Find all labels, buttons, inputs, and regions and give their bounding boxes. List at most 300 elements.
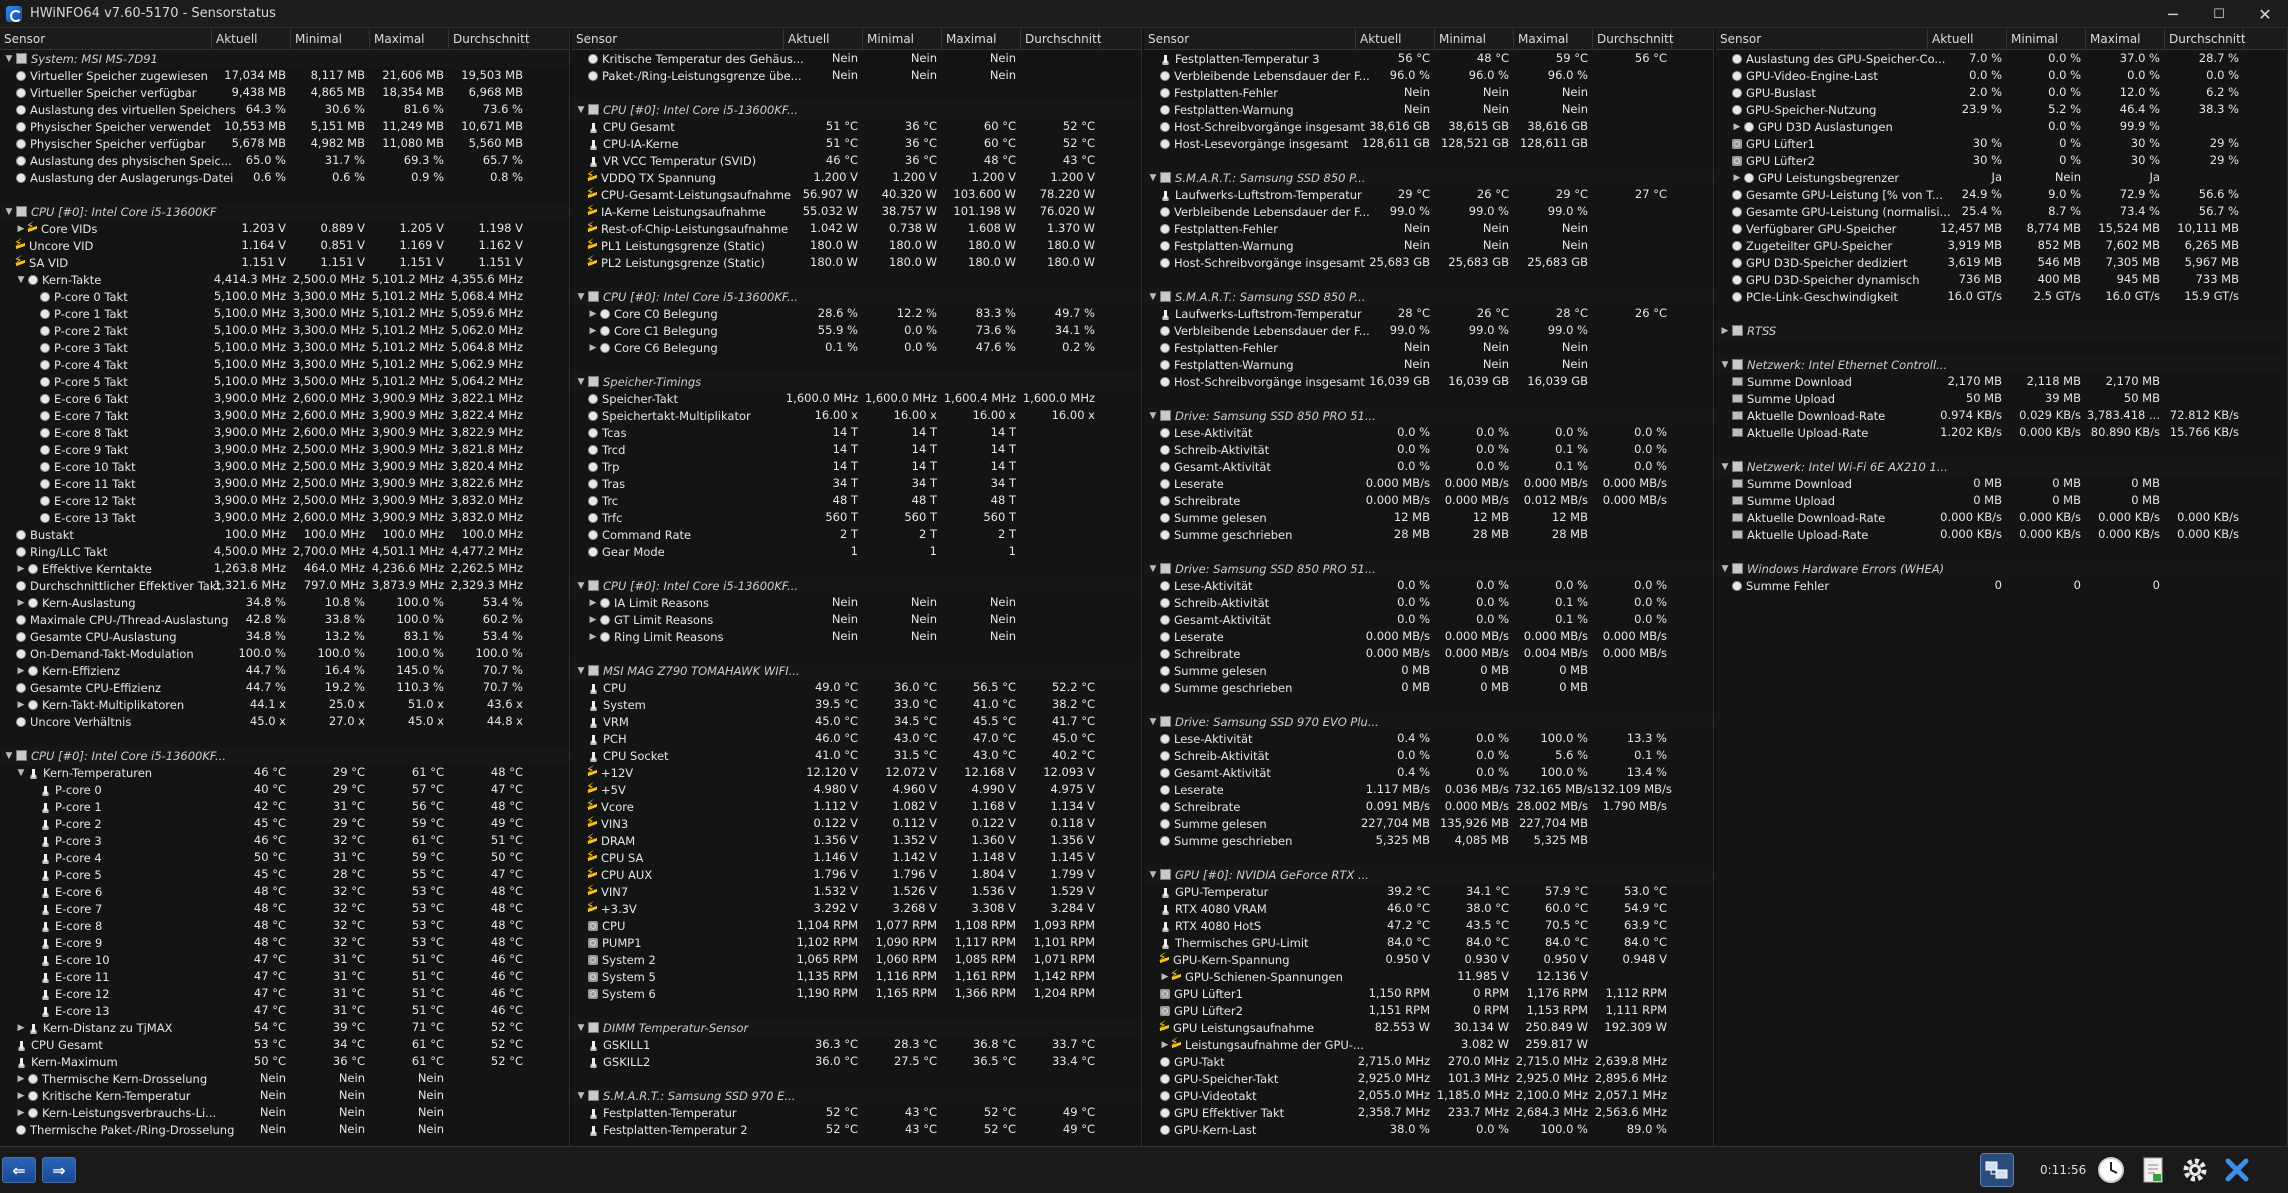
sensor-row[interactable] xyxy=(0,611,569,628)
sensor-row[interactable] xyxy=(1716,84,2287,101)
sensor-row[interactable] xyxy=(0,781,569,798)
sensor-row[interactable] xyxy=(0,101,569,118)
sensor-row[interactable] xyxy=(0,917,569,934)
expand-arrow-icon[interactable]: ▶ xyxy=(17,665,25,676)
sensor-row[interactable] xyxy=(1144,356,1713,373)
sensor-row[interactable] xyxy=(1144,798,1713,815)
sensor-row[interactable] xyxy=(572,118,1141,135)
sensor-row[interactable] xyxy=(572,713,1141,730)
sensor-row[interactable] xyxy=(0,577,569,594)
sensor-row[interactable] xyxy=(572,220,1141,237)
collapse-arrow-icon[interactable]: ▼ xyxy=(5,206,13,217)
collapse-arrow-icon[interactable]: ▼ xyxy=(577,665,585,676)
sensor-group-header[interactable] xyxy=(572,288,1141,305)
sensor-row[interactable] xyxy=(572,730,1141,747)
sensor-row[interactable] xyxy=(0,339,569,356)
sensor-group-header[interactable] xyxy=(1144,169,1713,186)
sensor-row[interactable] xyxy=(1144,900,1713,917)
sensor-row[interactable] xyxy=(1716,67,2287,84)
sensor-name-cell xyxy=(1716,458,1948,475)
sensor-row[interactable] xyxy=(0,849,569,866)
sensor-row[interactable] xyxy=(1144,781,1713,798)
sensor-row[interactable] xyxy=(1144,1087,1713,1104)
sensor-row[interactable] xyxy=(572,747,1141,764)
current-column-header[interactable]: Aktuell xyxy=(1928,28,2007,49)
sensor-group-header[interactable] xyxy=(1716,356,2287,373)
min-value: Nein xyxy=(1482,221,1509,235)
sensor-row[interactable] xyxy=(572,968,1141,985)
sensor-row[interactable] xyxy=(1716,526,2287,543)
min-value: 29 °C xyxy=(332,765,365,779)
sensor-row[interactable] xyxy=(0,900,569,917)
sensor-row[interactable] xyxy=(1716,373,2287,390)
sensor-group-header[interactable] xyxy=(1716,458,2287,475)
expand-arrow-icon[interactable]: ▶ xyxy=(589,631,597,642)
sensor-row[interactable] xyxy=(1144,509,1713,526)
sensor-row[interactable] xyxy=(0,883,569,900)
sensor-column-header[interactable]: Sensor xyxy=(1716,28,1928,49)
sensor-row[interactable] xyxy=(572,917,1141,934)
collapse-arrow-icon[interactable]: ▼ xyxy=(577,104,585,115)
sensor-row[interactable] xyxy=(0,526,569,543)
sensor-group-header[interactable] xyxy=(572,662,1141,679)
collapse-arrow-icon[interactable]: ▼ xyxy=(1721,563,1729,574)
expand-arrow-icon[interactable]: ▶ xyxy=(1733,121,1741,132)
sensor-row[interactable] xyxy=(572,424,1141,441)
sensor-row[interactable] xyxy=(0,135,569,152)
sensor-column-header[interactable]: Sensor xyxy=(1144,28,1356,49)
sensor-row[interactable] xyxy=(1144,458,1713,475)
expand-arrow-icon[interactable]: ▶ xyxy=(17,1107,25,1118)
min-column-header[interactable]: Minimal xyxy=(863,28,942,49)
sensor-row[interactable] xyxy=(1144,917,1713,934)
sensor-row[interactable] xyxy=(572,186,1141,203)
sensor-row[interactable] xyxy=(1144,815,1713,832)
sensor-row[interactable] xyxy=(0,985,569,1002)
sensor-row[interactable] xyxy=(1144,662,1713,679)
collapse-arrow-icon[interactable]: ▼ xyxy=(1149,869,1157,880)
collapse-arrow-icon[interactable]: ▼ xyxy=(1149,172,1157,183)
sensor-row[interactable] xyxy=(1144,1070,1713,1087)
current-value: 3,919 MB xyxy=(1947,238,2002,252)
sensor-label: Schreibrate xyxy=(1174,799,1241,814)
sensor-row[interactable] xyxy=(572,628,1141,645)
sensor-row[interactable] xyxy=(0,662,569,679)
sensor-row[interactable] xyxy=(0,458,569,475)
expand-arrow-icon[interactable]: ▶ xyxy=(589,325,597,336)
sensor-row[interactable] xyxy=(1144,322,1713,339)
sensor-row[interactable] xyxy=(0,764,569,781)
sensor-row[interactable] xyxy=(0,798,569,815)
sensor-row[interactable] xyxy=(1716,475,2287,492)
sensor-row[interactable] xyxy=(1144,254,1713,271)
sensor-row[interactable] xyxy=(572,509,1141,526)
sensor-row[interactable] xyxy=(1144,441,1713,458)
sensor-row[interactable] xyxy=(1144,934,1713,951)
expand-arrow-icon[interactable]: ▶ xyxy=(1721,325,1729,336)
collapse-arrow-icon[interactable]: ▼ xyxy=(1721,461,1729,472)
sensor-row[interactable] xyxy=(572,832,1141,849)
sensor-row[interactable] xyxy=(1144,747,1713,764)
sensor-row[interactable] xyxy=(1144,50,1713,67)
sensor-row[interactable] xyxy=(1716,220,2287,237)
avg-value: 52 °C xyxy=(490,1037,523,1051)
sensor-row[interactable] xyxy=(572,1121,1141,1138)
sensor-row[interactable] xyxy=(1144,84,1713,101)
sensor-row[interactable] xyxy=(572,152,1141,169)
sensor-row[interactable] xyxy=(0,679,569,696)
min-column-header[interactable]: Minimal xyxy=(1435,28,1514,49)
sensor-row[interactable] xyxy=(0,441,569,458)
sensor-row[interactable] xyxy=(572,798,1141,815)
sensor-name-cell xyxy=(0,152,232,169)
sensor-row[interactable] xyxy=(572,67,1141,84)
sensor-row[interactable] xyxy=(1716,152,2287,169)
maximize-button[interactable]: ☐ xyxy=(2213,6,2225,22)
sensor-row[interactable] xyxy=(572,492,1141,509)
sensor-label: E-core 6 xyxy=(55,884,103,899)
sensor-group-header[interactable] xyxy=(572,1087,1141,1104)
collapse-arrow-icon[interactable]: ▼ xyxy=(1149,410,1157,421)
collapse-arrow-icon[interactable]: ▼ xyxy=(1149,291,1157,302)
max-column-header[interactable]: Maximal xyxy=(2086,28,2165,49)
sensor-row[interactable] xyxy=(0,169,569,186)
sensor-group-header[interactable] xyxy=(572,577,1141,594)
sensor-group-header[interactable] xyxy=(0,50,569,67)
sensor-row[interactable] xyxy=(1144,1121,1713,1138)
sensor-group-header[interactable] xyxy=(1144,288,1713,305)
sensor-panel-3[interactable] xyxy=(1144,28,1714,1146)
sensor-row[interactable] xyxy=(1144,118,1713,135)
sensor-row[interactable] xyxy=(0,1104,569,1121)
sensor-row[interactable] xyxy=(1144,679,1713,696)
current-column-header[interactable]: Aktuell xyxy=(212,28,291,49)
min-column-header[interactable]: Minimal xyxy=(2007,28,2086,49)
sensor-row[interactable] xyxy=(0,305,569,322)
sensor-row[interactable] xyxy=(572,50,1141,67)
max-value xyxy=(942,662,1021,679)
sensor-row[interactable] xyxy=(1144,985,1713,1002)
sensor-row[interactable] xyxy=(1144,1002,1713,1019)
sensor-row[interactable] xyxy=(0,424,569,441)
expand-arrow-icon[interactable]: ▶ xyxy=(17,223,25,234)
sensor-row[interactable] xyxy=(572,203,1141,220)
sensor-group-header[interactable] xyxy=(1144,407,1713,424)
sensor-row[interactable] xyxy=(0,832,569,849)
sensor-row[interactable] xyxy=(1144,67,1713,84)
sensor-row[interactable] xyxy=(0,254,569,271)
avg-column-header[interactable]: Durchschnitt xyxy=(2165,28,2244,49)
collapse-arrow-icon[interactable]: ▼ xyxy=(17,767,25,778)
avg-value xyxy=(1593,101,1672,118)
sensor-panel-4[interactable] xyxy=(1716,28,2288,1146)
sensor-row[interactable] xyxy=(1716,390,2287,407)
sensor-row[interactable] xyxy=(572,475,1141,492)
sensor-row[interactable] xyxy=(0,543,569,560)
sensor-group-header[interactable] xyxy=(572,1019,1141,1036)
collapse-arrow-icon[interactable]: ▼ xyxy=(577,376,585,387)
sensor-row[interactable] xyxy=(1144,475,1713,492)
sensor-row[interactable] xyxy=(572,1053,1141,1070)
avg-column-header[interactable]: Durchschnitt xyxy=(1021,28,1100,49)
current-value: 14 T xyxy=(832,459,858,473)
expand-arrow-icon[interactable]: ▶ xyxy=(1161,1039,1169,1050)
expand-arrow-icon[interactable]: ▶ xyxy=(17,563,25,574)
sensor-row[interactable] xyxy=(0,288,569,305)
sensor-row[interactable] xyxy=(1144,1104,1713,1121)
expand-arrow-icon[interactable]: ▶ xyxy=(17,1022,25,1033)
sensor-group-header[interactable] xyxy=(0,747,569,764)
sensor-row[interactable] xyxy=(572,407,1141,424)
sensor-label: E-core 10 Takt xyxy=(54,459,136,474)
expand-arrow-icon[interactable]: ▶ xyxy=(17,1090,25,1101)
sensor-row[interactable] xyxy=(0,1002,569,1019)
scroll-right-arrow-icon[interactable]: ⇒ xyxy=(42,1157,76,1183)
sensor-row[interactable] xyxy=(0,475,569,492)
sensor-row[interactable] xyxy=(572,815,1141,832)
sensor-row[interactable] xyxy=(0,934,569,951)
sensor-row[interactable] xyxy=(572,254,1141,271)
current-column-header[interactable]: Aktuell xyxy=(784,28,863,49)
network-icon[interactable] xyxy=(1980,1153,2014,1187)
sensor-group-header[interactable] xyxy=(572,101,1141,118)
sensor-row[interactable] xyxy=(0,492,569,509)
sensor-row[interactable] xyxy=(1716,492,2287,509)
max-column-header[interactable]: Maximal xyxy=(1514,28,1593,49)
max-value: 5.6 % xyxy=(1555,748,1588,762)
sensor-row[interactable] xyxy=(0,509,569,526)
sensor-row[interactable] xyxy=(572,883,1141,900)
sensor-row[interactable] xyxy=(572,526,1141,543)
sensor-row[interactable] xyxy=(1716,407,2287,424)
sensor-row[interactable] xyxy=(1144,730,1713,747)
sensor-row[interactable] xyxy=(1144,101,1713,118)
sensor-row[interactable] xyxy=(0,1036,569,1053)
sensor-row[interactable] xyxy=(1144,594,1713,611)
sensor-row[interactable] xyxy=(0,67,569,84)
sensor-row[interactable] xyxy=(1144,305,1713,322)
sensor-row[interactable] xyxy=(1144,577,1713,594)
sensor-panel-2[interactable] xyxy=(572,28,1142,1146)
sensor-row[interactable] xyxy=(1716,509,2287,526)
sensor-row[interactable] xyxy=(572,1036,1141,1053)
sensor-row[interactable] xyxy=(572,611,1141,628)
sensor-row[interactable] xyxy=(572,696,1141,713)
sensor-row[interactable] xyxy=(0,271,569,288)
sensor-column-header[interactable]: Sensor xyxy=(0,28,212,49)
collapse-arrow-icon[interactable]: ▼ xyxy=(577,1022,585,1033)
sensor-row[interactable] xyxy=(572,679,1141,696)
settings-icon[interactable] xyxy=(2178,1153,2212,1187)
sensor-group-header[interactable] xyxy=(1144,560,1713,577)
min-value: 25.0 x xyxy=(328,697,365,711)
sensor-row[interactable] xyxy=(1716,237,2287,254)
sensor-column-header[interactable]: Sensor xyxy=(572,28,784,49)
min-column-header[interactable]: Minimal xyxy=(291,28,370,49)
sensor-row[interactable] xyxy=(1716,186,2287,203)
sensor-row[interactable] xyxy=(0,951,569,968)
sensor-row[interactable] xyxy=(0,356,569,373)
sensor-row[interactable] xyxy=(0,84,569,101)
collapse-arrow-icon[interactable]: ▼ xyxy=(1721,359,1729,370)
sensor-row[interactable] xyxy=(572,900,1141,917)
collapse-arrow-icon[interactable]: ▼ xyxy=(577,1090,585,1101)
collapse-arrow-icon[interactable]: ▼ xyxy=(1149,716,1157,727)
collapse-arrow-icon[interactable]: ▼ xyxy=(17,274,25,285)
sensor-row[interactable] xyxy=(0,815,569,832)
expand-arrow-icon[interactable]: ▶ xyxy=(17,597,25,608)
sensor-row[interactable] xyxy=(572,985,1141,1002)
sensor-row[interactable] xyxy=(0,220,569,237)
sensor-row[interactable] xyxy=(572,458,1141,475)
sensor-row[interactable] xyxy=(0,1053,569,1070)
sensor-group-header[interactable] xyxy=(1144,713,1713,730)
expand-arrow-icon[interactable]: ▶ xyxy=(589,308,597,319)
sensor-row[interactable] xyxy=(1144,237,1713,254)
expand-arrow-icon[interactable]: ▶ xyxy=(17,1073,25,1084)
sensor-row[interactable] xyxy=(1716,135,2287,152)
expand-arrow-icon[interactable]: ▶ xyxy=(1733,172,1741,183)
sensor-row[interactable] xyxy=(572,594,1141,611)
expand-arrow-icon[interactable]: ▶ xyxy=(17,699,25,710)
sensor-row[interactable] xyxy=(572,237,1141,254)
sensor-row[interactable] xyxy=(1144,968,1713,985)
expand-arrow-icon[interactable]: ▶ xyxy=(589,342,597,353)
collapse-arrow-icon[interactable]: ▼ xyxy=(577,580,585,591)
collapse-arrow-icon[interactable]: ▼ xyxy=(1149,563,1157,574)
sensor-row[interactable] xyxy=(1144,203,1713,220)
sensor-row[interactable] xyxy=(0,1019,569,1036)
expand-arrow-icon[interactable]: ▶ xyxy=(1161,971,1169,982)
sensor-row[interactable] xyxy=(1144,764,1713,781)
sensor-row[interactable] xyxy=(0,866,569,883)
sensor-row[interactable] xyxy=(0,152,569,169)
sensor-row[interactable] xyxy=(572,322,1141,339)
sensor-row[interactable] xyxy=(1144,611,1713,628)
sensor-row[interactable] xyxy=(0,968,569,985)
sensor-row[interactable] xyxy=(1144,645,1713,662)
sensor-row[interactable] xyxy=(572,390,1141,407)
lightning-icon xyxy=(588,257,597,269)
sensor-row[interactable] xyxy=(572,934,1141,951)
sensor-row[interactable] xyxy=(1144,1019,1713,1036)
sensor-row[interactable] xyxy=(1716,169,2287,186)
sensor-row[interactable] xyxy=(1716,101,2287,118)
current-column-header[interactable]: Aktuell xyxy=(1356,28,1435,49)
sensor-row[interactable] xyxy=(572,849,1141,866)
sensor-row[interactable] xyxy=(1144,186,1713,203)
sensor-row[interactable] xyxy=(1144,832,1713,849)
sensor-row[interactable] xyxy=(1144,220,1713,237)
expand-arrow-icon[interactable]: ▶ xyxy=(589,597,597,608)
sensor-row[interactable] xyxy=(572,1104,1141,1121)
sensor-row[interactable] xyxy=(0,118,569,135)
sensor-row[interactable] xyxy=(572,866,1141,883)
collapse-arrow-icon[interactable]: ▼ xyxy=(577,291,585,302)
sensor-row[interactable] xyxy=(1716,50,2287,67)
sensor-group-header[interactable] xyxy=(572,373,1141,390)
sensor-row[interactable] xyxy=(0,407,569,424)
sensor-row[interactable] xyxy=(572,543,1141,560)
sensor-group-header[interactable] xyxy=(1144,866,1713,883)
sensor-row[interactable] xyxy=(1716,424,2287,441)
sensor-row[interactable] xyxy=(0,1087,569,1104)
sensor-row[interactable] xyxy=(0,1121,569,1138)
sensor-row[interactable] xyxy=(0,237,569,254)
sensor-row[interactable] xyxy=(1716,254,2287,271)
max-column-header[interactable]: Maximal xyxy=(370,28,449,49)
sensor-row[interactable] xyxy=(1144,135,1713,152)
scroll-left-arrow-icon[interactable]: ⇐ xyxy=(2,1157,36,1183)
sensor-row[interactable] xyxy=(572,135,1141,152)
collapse-arrow-icon[interactable]: ▼ xyxy=(5,53,13,64)
sensor-row[interactable] xyxy=(0,628,569,645)
avg-column-header[interactable]: Durchschnitt xyxy=(449,28,528,49)
close-button[interactable]: ✕ xyxy=(2258,4,2272,24)
sensor-row[interactable] xyxy=(1716,288,2287,305)
sensor-row[interactable] xyxy=(1144,339,1713,356)
sensor-row[interactable] xyxy=(0,390,569,407)
collapse-arrow-icon[interactable]: ▼ xyxy=(5,750,13,761)
sensor-row[interactable] xyxy=(572,764,1141,781)
sensor-row[interactable] xyxy=(1716,577,2287,594)
sensor-row[interactable] xyxy=(1144,492,1713,509)
sensor-row[interactable] xyxy=(1144,628,1713,645)
sensor-row[interactable] xyxy=(1144,883,1713,900)
sensor-row[interactable] xyxy=(0,696,569,713)
sensor-row[interactable] xyxy=(0,560,569,577)
sensor-row[interactable] xyxy=(572,441,1141,458)
sensor-row[interactable] xyxy=(0,713,569,730)
sensor-label: VIN3 xyxy=(601,816,629,831)
sensor-row[interactable] xyxy=(1716,118,2287,135)
avg-value: 53.4 % xyxy=(482,595,523,609)
sensor-group-header[interactable] xyxy=(0,203,569,220)
device-chip-icon xyxy=(16,53,27,64)
sensor-row[interactable] xyxy=(1716,271,2287,288)
sensor-row[interactable] xyxy=(0,594,569,611)
sensor-row[interactable] xyxy=(572,339,1141,356)
sensor-row[interactable] xyxy=(1144,526,1713,543)
sensor-row[interactable] xyxy=(0,645,569,662)
sensor-row[interactable] xyxy=(1144,1036,1713,1053)
minimize-button[interactable]: ─ xyxy=(2168,4,2178,24)
sensor-panel-1[interactable] xyxy=(0,28,570,1146)
close-icon[interactable] xyxy=(2220,1153,2254,1187)
sensor-row[interactable] xyxy=(1144,373,1713,390)
sensor-group-header[interactable] xyxy=(1716,322,2287,339)
sensor-row[interactable] xyxy=(0,373,569,390)
sensor-row[interactable] xyxy=(0,1070,569,1087)
sensor-row[interactable] xyxy=(572,305,1141,322)
clock-icon[interactable] xyxy=(2094,1153,2128,1187)
current-value xyxy=(1928,356,2007,373)
avg-column-header[interactable]: Durchschnitt xyxy=(1593,28,1672,49)
sensor-group-header[interactable] xyxy=(1716,560,2287,577)
sensor-row[interactable] xyxy=(1144,951,1713,968)
sensor-label: Vcore xyxy=(601,799,634,814)
sensor-row[interactable] xyxy=(1716,203,2287,220)
sensor-row[interactable] xyxy=(572,169,1141,186)
expand-arrow-icon[interactable]: ▶ xyxy=(589,614,597,625)
sensor-row[interactable] xyxy=(1144,1053,1713,1070)
sensor-row[interactable] xyxy=(0,322,569,339)
max-column-header[interactable]: Maximal xyxy=(942,28,1021,49)
sensor-row[interactable] xyxy=(572,781,1141,798)
sensor-row[interactable] xyxy=(572,951,1141,968)
sensor-row[interactable] xyxy=(1144,424,1713,441)
report-icon[interactable] xyxy=(2136,1153,2170,1187)
